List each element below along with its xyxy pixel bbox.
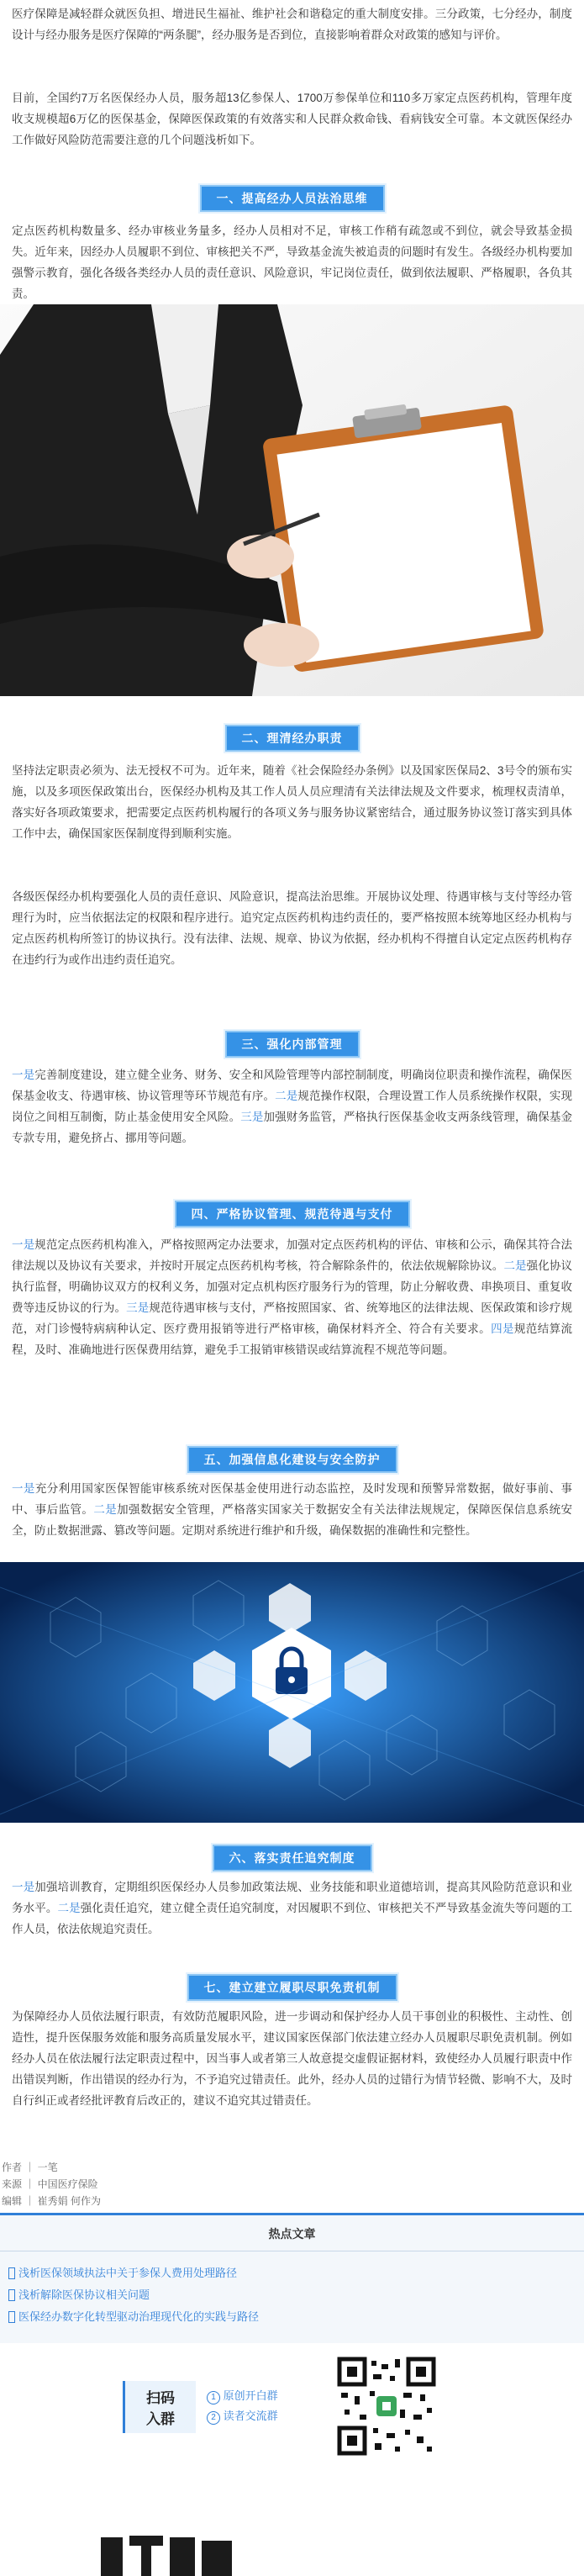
intro-paragraph-2: 目前，全国约7万名医保经办人员，服务超13亿参保人、1700万参保单位和110多万家定点医药机构，管理年度收支规模超6万亿的医保基金，保障医保政策的有效落实和人民群众救命钱、看病钱安全可靠。本文就医保经办工作做好风险防范需要注意的几个问题浅析如下。 xyxy=(12,92,572,146)
paragraph-text: 规范待遇审核与支付，严格按照国家、省、统筹地区的法律法规、医保政策和诊疗规范，对门诊慢特病病种认定、医疗费用报销等进行严格审核，确保材料齐全、符合有关要求。 xyxy=(12,1301,573,1335)
scan-option-label: 原创开白群 xyxy=(223,2389,278,2402)
scan-option-label: 读者交流群 xyxy=(223,2410,278,2422)
section-4-header xyxy=(0,1201,584,1227)
article-meta xyxy=(0,2159,584,2209)
meta-author: 作者 ｜ 一笔 xyxy=(2,2162,58,2173)
bracket-icon xyxy=(8,2267,15,2279)
scan-option-2[interactable] xyxy=(207,2406,278,2426)
numbered-point-marker: 三是 xyxy=(240,1111,264,1123)
section-2-header xyxy=(0,725,584,752)
scan-options xyxy=(207,2386,278,2426)
scan-label-box xyxy=(123,2381,196,2433)
hot-article-title: 医保经办数字化转型驱动治理现代化的实践与路径 xyxy=(18,2310,260,2323)
hot-articles-list xyxy=(0,2262,584,2328)
section-1-body xyxy=(0,220,584,304)
section-2-body-b xyxy=(0,886,584,970)
section-6-body xyxy=(0,1877,584,1940)
paragraph-text: 规范结算流程，及时、准确地进行医保费用结算，避免手工报销审核错误或结算流程不规范等问题。 xyxy=(12,1322,573,1356)
numbered-point-marker: 一是 xyxy=(12,1238,35,1251)
meta-source: 来源 ｜ 中国医疗保险 xyxy=(2,2178,98,2190)
bracket-icon xyxy=(8,2289,15,2301)
numbered-point-marker: 四是 xyxy=(491,1322,514,1335)
hot-article-link[interactable] xyxy=(0,2284,584,2306)
scan-label-line1: 扫码 xyxy=(146,2390,175,2406)
number-circle-icon: 1 xyxy=(207,2391,220,2404)
numbered-point-marker: 二是 xyxy=(275,1090,298,1102)
paragraph-text: 规范操作权限，合理设置工作人员系统操作权限，实现岗位之间相互制衡，防止基金使用安全风险。 xyxy=(12,1090,573,1123)
section-6-paragraph xyxy=(0,1877,584,1940)
section-3-paragraph xyxy=(0,1064,584,1148)
section-title: 六、落实责任追究制度 xyxy=(213,1845,372,1871)
paragraph-text: 强化协议执行监督，明确协议双方的权利义务，加强对定点机构医疗服务行为的管理，防止分解收费、串换项目、重复收费等违反协议的行为。 xyxy=(12,1259,573,1314)
paragraph-text: 完善制度建设，建立健全业务、财务、安全和风险管理等内部控制制度，明确岗位职责和操作流程，确保医保基金收支、待遇审核、协议管理等环节规范有序。 xyxy=(12,1069,573,1102)
paragraph-text: 充分利用国家医保智能审核系统对医保基金使用进行动态监控，及时发现和预警异常数据，做好事前、事中、事后监管。 xyxy=(12,1482,573,1516)
section-title: 五、加强信息化建设与安全防护 xyxy=(187,1446,397,1473)
section-7-paragraph: 为保障经办人员依法履行职责，有效防范履职风险，进一步调动和保护经办人员干事创业的积极性、主动性、创造性，提升医保服务效能和服务高质量发展水平，建议国家医保部门依法建立经办人员履职尽职免责机制。例如经办人员在依法履行法定职责过程中，因当事人或者第三人故意提交虚假证据材料，致使经办人员履行职责中作出错误判断，作出错误的经办行为，不予追究过错责任。此外，经办人员的过错行为情节轻微、影响不大，及时自行纠正或者经批评教育后改正的，建议不追究其过错责任。 xyxy=(12,2010,572,2107)
hot-article-link[interactable] xyxy=(0,2306,584,2328)
scan-option-1[interactable] xyxy=(207,2386,278,2406)
footer-banner xyxy=(0,2470,584,2576)
hot-articles-panel xyxy=(0,2213,584,2343)
section-1-header xyxy=(0,185,584,212)
photo-businesswoman-clipboard xyxy=(0,304,584,696)
numbered-point-marker: 一是 xyxy=(12,1069,35,1081)
hot-article-link[interactable] xyxy=(0,2262,584,2284)
numbered-point-marker: 三是 xyxy=(126,1301,150,1314)
hot-article-title: 浅析医保领域执法中关于参保人费用处理路径 xyxy=(18,2267,238,2279)
intro-paragraph-1: 医疗保障是减轻群众就医负担、增进民生福祉、维护社会和谐稳定的重大制度安排。三分政策，七分经办，制度设计与经办服务是医疗保障的“两条腿”，经办服务是否到位，直接影响着群众对政策的感知与评价。 xyxy=(12,8,572,41)
section-title: 一、提高经办人员法治思维 xyxy=(200,185,385,212)
number-circle-icon: 2 xyxy=(207,2411,220,2425)
scan-label-line2: 入群 xyxy=(146,2411,175,2427)
qr-code-icon[interactable] xyxy=(336,2356,437,2457)
paragraph-text: 规范定点医药机构准入，严格按照两定办法要求，加强对定点医药机构的评估、审核和公示，确保其符合法律法规以及协议有关要求，并按时开展定点医药机构考核，符合解除条件的，依法依规解除协议。 xyxy=(12,1238,573,1272)
section-2-paragraph-1: 坚持法定职责必须为、法无授权不可为。近年来，随着《社会保险经办条例》以及国家医保局2、3号令的颁布实施，以及多项医保政策出台，医保经办机构及其工作人员人员应理清有关法律法规及文件要求，梳理权责清单，落实好各项政策要求，把需要定点医药机构履行的各项义务与服务协议紧密结合，通过服务协议签订落实到具体工作中去，确保国家医保制度得到顺利实施。 xyxy=(12,764,572,840)
section-title: 二、理清经办职责 xyxy=(225,725,360,752)
intro-block xyxy=(0,3,584,45)
section-title: 三、强化内部管理 xyxy=(225,1031,360,1058)
paragraph-text: 加强培训教育，定期组织医保经办人员参加政策法规、业务技能和职业道德培训，提高其风险防范意识和业务水平。 xyxy=(12,1881,573,1914)
paragraph-text: 加强数据安全管理，严格落实国家关于数据安全有关法律法规规定，保障医保信息系统安全，防止数据泄露、篡改等问题。定期对系统进行维护和升级，确保数据的准确性和完整性。 xyxy=(12,1503,573,1537)
section-2-paragraph-2: 各级医保经办机构要强化人员的责任意识、风险意识，提高法治思维。开展协议处理、待遇审核与支付等经办管理行为时，应当依据法定的权限和程序进行。追究定点医药机构违约责任的，要严格按照本统筹地区经办机构与定点医药机构所签订的协议执行。没有法律、法规、规章、协议为依据，经办机构不得擅自认定定点医药机构存在违约行为或作出违约责任追究。 xyxy=(12,890,572,966)
bracket-icon xyxy=(8,2311,15,2323)
section-5-header xyxy=(0,1446,584,1473)
numbered-point-marker: 二是 xyxy=(93,1503,118,1516)
paragraph-text: 强化责任追究，建立健全责任追究制度，对因履职不到位、审核把关不严导致基金流失等问题的工作人员，依法依规追究责任。 xyxy=(12,1902,573,1935)
numbered-point-marker: 二是 xyxy=(503,1259,527,1272)
photo-cyber-security-lock xyxy=(0,1562,584,1823)
section-5-paragraph xyxy=(0,1478,584,1541)
numbered-point-marker: 一是 xyxy=(12,1881,35,1893)
section-5-body xyxy=(0,1478,584,1541)
numbered-point-marker: 一是 xyxy=(12,1482,35,1495)
section-2-body xyxy=(0,760,584,844)
scan-join-panel xyxy=(0,2352,584,2460)
numbered-point-marker: 二是 xyxy=(57,1902,81,1914)
hot-articles-title: 热点文章 xyxy=(268,2227,316,2241)
section-title: 四、严格协议管理、规范待遇与支付 xyxy=(175,1201,410,1227)
hot-article-title: 浅析解除医保协议相关问题 xyxy=(18,2288,150,2301)
intro-block-2 xyxy=(0,87,584,150)
section-3-header xyxy=(0,1031,584,1058)
meta-editor: 编辑 ｜ 崔秀娟 何作为 xyxy=(2,2195,102,2207)
section-3-body xyxy=(0,1064,584,1148)
paragraph-text: 加强财务监管，严格执行医保基金收支两条线管理，确保基金专款专用，避免挤占、挪用等问题。 xyxy=(12,1111,573,1144)
section-6-header xyxy=(0,1845,584,1871)
section-7-header xyxy=(0,1974,584,2001)
section-4-body xyxy=(0,1234,584,1360)
section-7-body xyxy=(0,2006,584,2111)
section-1-paragraph: 定点医药机构数量多、经办审核业务量多，经办人员相对不足，审核工作稍有疏忽或不到位，就会导致基金损失。近年来，因经办人员履职不到位、审核把关不严，导致基金流失被追责的问题时有发生。各级经办机构要加强警示教育，强化各级各类经办人员的责任意识、风险意识，牢记岗位责任，做到依法履职、严格履职，各负其责。 xyxy=(12,224,572,300)
section-title: 七、建立建立履职尽职免责机制 xyxy=(187,1974,397,2001)
section-4-paragraph xyxy=(0,1234,584,1360)
